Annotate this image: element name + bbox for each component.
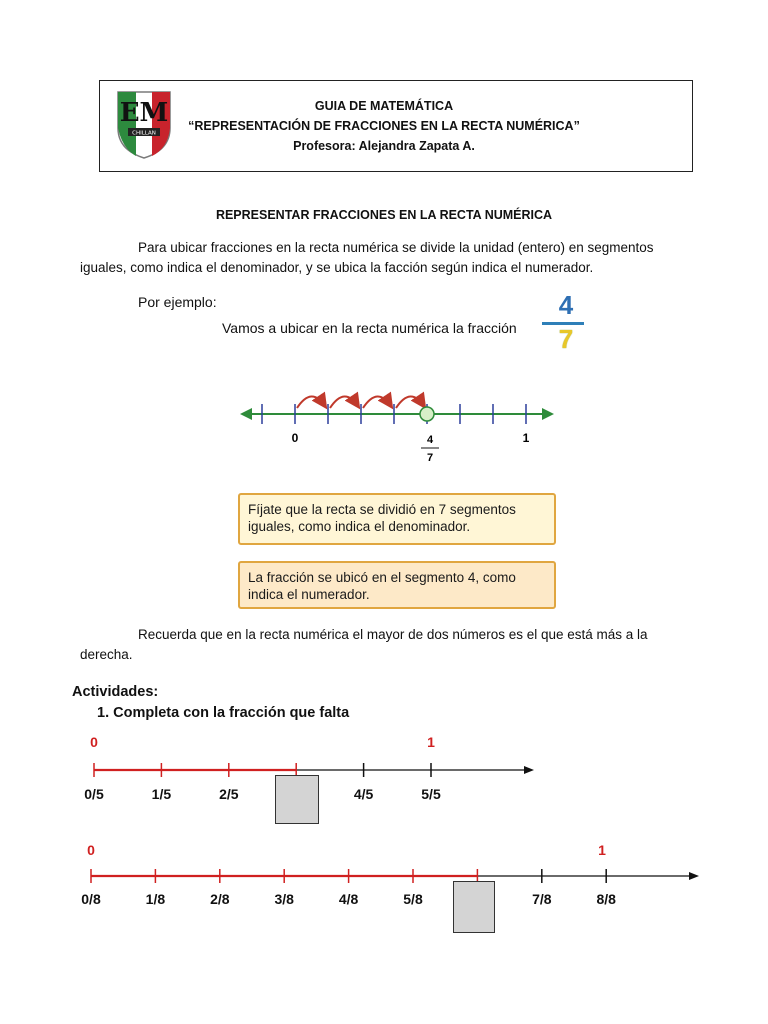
example-label: Por ejemplo: — [138, 294, 217, 310]
line-a-graphic — [0, 730, 768, 830]
intro-line-1: Para ubicar fracciones en la recta numérica se divide la unidad (entero) en segmentos — [138, 240, 654, 255]
svg-b-tick-label: 2/8 — [210, 891, 230, 907]
example-label-frac-num: 4 — [426, 434, 434, 446]
svg-b-tick-label: 0/8 — [81, 891, 101, 907]
teacher-name: Profesora: Alejandra Zapata A. — [293, 139, 475, 153]
example-hop-arrow — [297, 396, 325, 408]
note-denominator: Fíjate que la recta se dividió en 7 segmentos iguales, como indica el denominador. — [238, 493, 556, 545]
line-b-graphic — [0, 838, 768, 938]
line-b-answer-box[interactable] — [453, 881, 495, 933]
remember-line-2: derecha. — [80, 647, 133, 662]
svg-a-tick-label: 5/5 — [421, 786, 441, 802]
line-a-one-label: 1 — [427, 734, 435, 750]
note-numerator: La fracción se ubicó en el segmento 4, como indica el numerador. — [238, 561, 556, 609]
line-a-answer-box[interactable] — [275, 775, 319, 824]
number-line-fifths — [0, 730, 768, 830]
svg-b-tick-label: 5/8 — [403, 891, 423, 907]
activities-title: Actividades: — [72, 684, 159, 700]
line-a-zero-label: 0 — [90, 734, 98, 750]
intro-line-2: iguales, como indica el denominador, y se ubica la facción según indica el numerador. — [80, 260, 594, 275]
guide-subtitle: “REPRESENTACIÓN DE FRACCIONES EN LA RECTA NUMÉRICA” — [188, 119, 580, 133]
example-label-frac-den: 7 — [426, 452, 434, 464]
example-label-zero: 0 — [291, 431, 299, 445]
section-title: REPRESENTAR FRACCIONES EN LA RECTA NUMÉRICA — [215, 208, 553, 222]
line-b-zero-label: 0 — [87, 842, 95, 858]
example-hop-arrow — [363, 396, 391, 408]
number-line-eighths — [0, 838, 768, 938]
logo-ribbon: CHILLAN — [132, 130, 156, 137]
svg-a-tick-label: 2/5 — [219, 786, 239, 802]
example-sentence: Vamos a ubicar en la recta numérica la fracción — [222, 320, 517, 336]
line-b-one-label: 1 — [598, 842, 606, 858]
svg-a-arrowhead — [524, 766, 534, 774]
example-fraction-denominator: 7 — [558, 324, 574, 354]
example-marked-point — [420, 407, 434, 421]
svg-b-tick-label: 7/8 — [532, 891, 552, 907]
svg-a-tick-label: 1/5 — [151, 786, 172, 802]
example-number-line — [240, 384, 560, 474]
remember-line-1: Recuerda que en la recta numérica el mayor de dos números es el que está más a la — [138, 627, 648, 642]
example-hop-arrow — [396, 396, 424, 408]
svg-a-tick-label: 0/5 — [84, 786, 104, 802]
svg-a-tick-label: 4/5 — [353, 786, 374, 802]
svg-b-tick-label: 1/8 — [145, 891, 166, 907]
svg-b-tick-label: 3/8 — [274, 891, 294, 907]
svg-b-tick-label: 8/8 — [596, 891, 616, 907]
example-axis-right-arrow — [542, 408, 554, 420]
example-label-one: 1 — [522, 431, 530, 445]
example-axis-left-arrow — [240, 408, 252, 420]
logo-letters: EM — [119, 98, 169, 128]
example-hop-arrow — [330, 396, 358, 408]
activity-1-instruction: 1. Completa con la fracción que falta — [97, 705, 350, 721]
svg-b-tick-label: 4/8 — [338, 891, 359, 907]
example-fraction-numerator: 4 — [558, 290, 574, 320]
svg-b-arrowhead — [689, 872, 699, 880]
guide-title: GUIA DE MATEMÁTICA — [314, 99, 454, 113]
